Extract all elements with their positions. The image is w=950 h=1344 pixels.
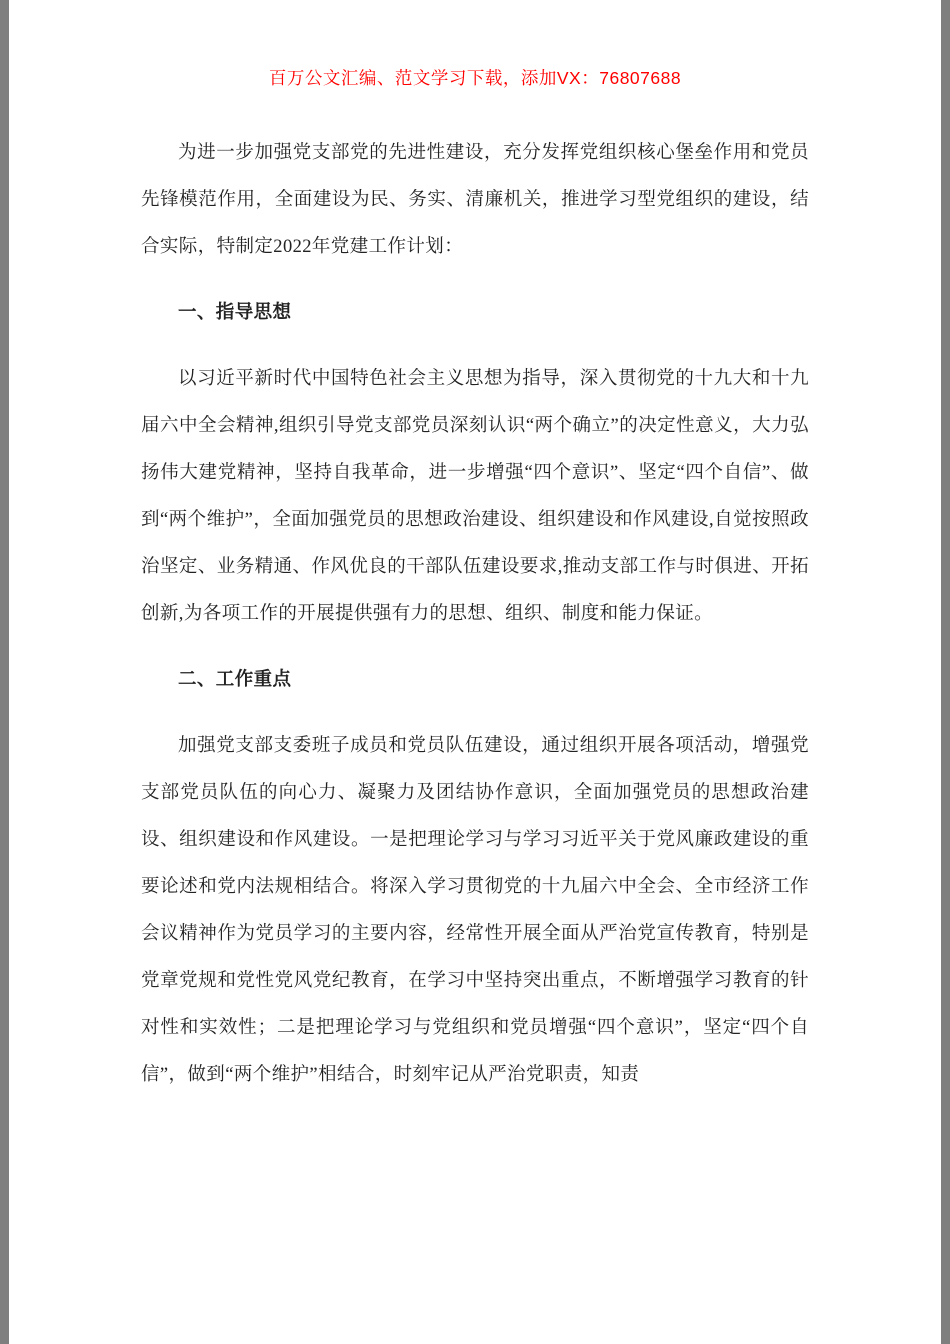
document-body <box>141 130 809 1099</box>
header-notice: 百万公文汇编、范文学习下载，添加VX：76807688 <box>268 68 682 88</box>
section-heading-1: 一、指导思想 <box>178 303 292 323</box>
section-2-paragraph: 加强党支部支委班子成员和党员队伍建设，通过组织开展各项活动，增强党支部党员队伍的向心力、凝聚力及团结协作意识，全面加强党员的思想政治建设、组织建设和作风建设。一是把理论学习与学习习近平关于党风廉政建设的重要论述和党内法规相结合。将深入学习贯彻党的十九届六中全会、全市经济工作会议精神作为党员学习的主要内容，经常性开展全面从严治党宣传教育，特别是党章党规和党性党风党纪教育，在学习中坚持突出重点，不断增强学习教育的针对性和实效性；二是把理论学习与党组织和党员增强“四个意识”，坚定“四个自信”，做到“两个维护”相结合，时刻牢记从严治党职责，知责 <box>141 736 809 1085</box>
document-page <box>9 0 941 1344</box>
section-1-paragraph: 以习近平新时代中国特色社会主义思想为指导，深入贯彻党的十九大和十九届六中全会精神,组织引导党支部党员深刻认识“两个确立”的决定性意义，大力弘扬伟大建党精神，坚持自我革命，进一步增强“四个意识”、坚定“四个自信”、做到“两个维护”，全面加强党员的思想政治建设、组织建设和作风建设,自觉按照政治坚定、业务精通、作风优良的干部队伍建设要求,推动支部工作与时俱进、开拓创新,为各项工作的开展提供强有力的思想、组织、制度和能力保证。 <box>141 369 809 624</box>
section-heading-2: 二、工作重点 <box>178 670 292 690</box>
intro-paragraph: 为进一步加强党支部党的先进性建设，充分发挥党组织核心堡垒作用和党员先锋模范作用，全面建设为民、务实、清廉机关，推进学习型党组织的建设，结合实际，特制定2022年党建工作计划： <box>141 143 809 257</box>
